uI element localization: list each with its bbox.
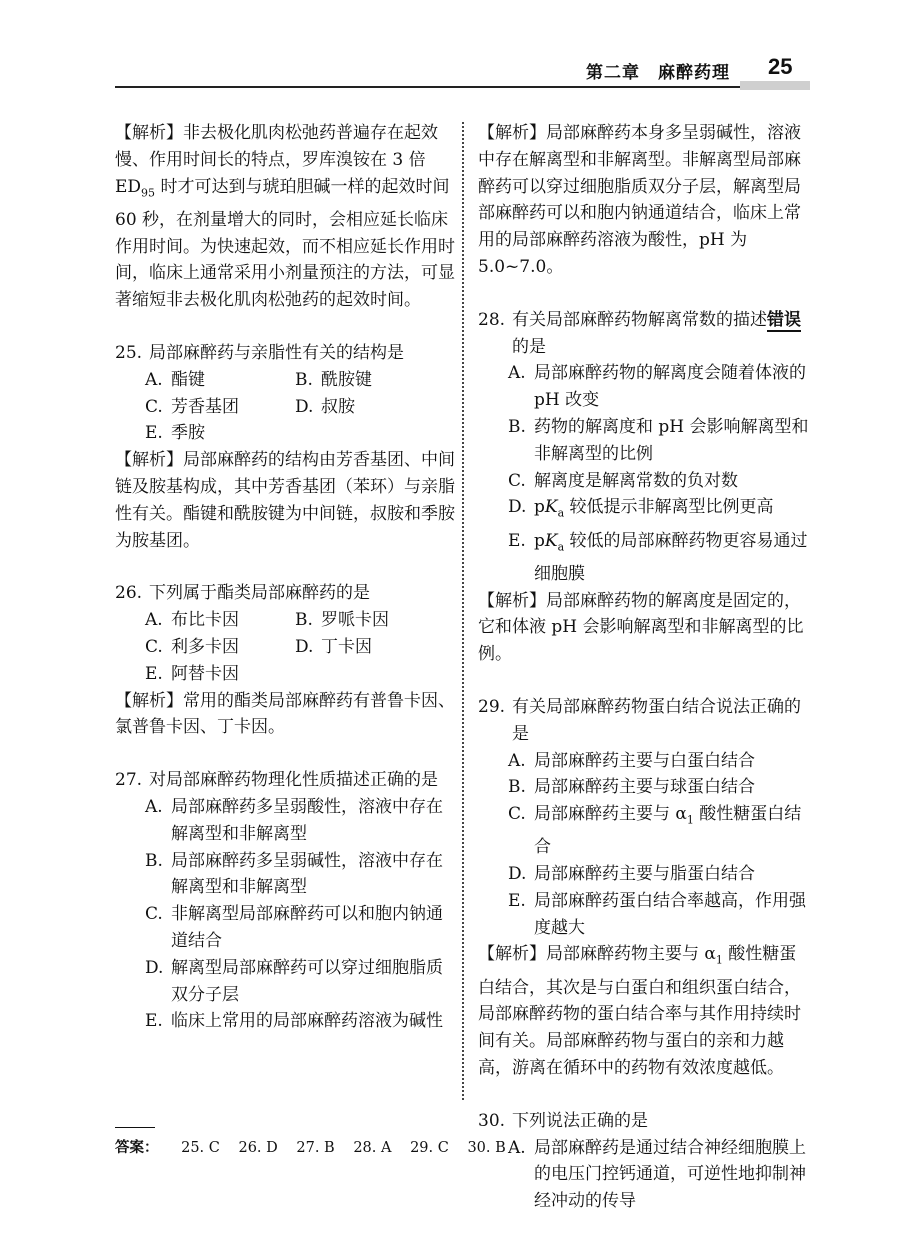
option-27-b: B. 局部麻醉药多呈弱碱性，溶液中存在解离型和非解离型	[145, 850, 443, 898]
option-29-d: D. 局部麻醉药主要与脂蛋白结合	[508, 864, 755, 885]
options-25-e: E. 季胺	[145, 423, 205, 444]
explanation-27: 【解析】局部麻醉药本身多呈弱碱性，溶液中存在解离型和非解离型。非解离型局部麻醉药可以穿过细胞脂质双分子层，解离型局部麻醉药可以和胞内钠通道结合，临床上常用的局部麻醉药溶液为酸性，pH 为 5.0~7.0。	[478, 123, 801, 277]
explanation-29: 【解析】局部麻醉药物主要与 $\alpha_1$ 酸性糖蛋白结合，其次是与白蛋白和组织蛋白结合，局部麻醉药物的蛋白结合率与其作用持续时间有关。局部麻醉药物与蛋白的亲和力越高，游离在循环中的药物有效浓度越低。	[478, 944, 801, 1079]
column-divider	[462, 122, 464, 1100]
answer-item: 27. B	[296, 1140, 335, 1156]
option-27-a: A. 局部麻醉药多呈弱酸性，溶液中存在解离型和非解离型	[145, 796, 443, 844]
option-28-d: D. $pK_a$ 较低提示非解离型比例更高	[508, 497, 774, 520]
question-29: 29. 有关局部麻醉药物蛋白结合说法正确的是	[478, 696, 801, 744]
explanation-28: 【解析】局部麻醉药物的解离度是固定的，它和体液 pH 会影响解离型和非解离型的比例。	[478, 590, 804, 665]
explanation-24: 【解析】非去极化肌肉松弛药普遍存在起效慢、作用时间长的特点，罗库溴铵在 3 倍$ED_{95}$ 时才可达到与琥珀胆碱一样的起效时间 60 秒，在剂量增大的同时，会相应延长临床作用时间。为快速起效，而不相应延长作用时间，临床上通常采用小剂量预注的方法，可显著缩短非去极化肌肉松弛药的起效时间。	[115, 123, 455, 311]
answer-item: 26. D	[238, 1140, 278, 1156]
footnote-rule	[115, 1127, 155, 1128]
options-26-ab: A. 布比卡因 B. 罗哌卡因	[145, 610, 389, 631]
option-27-c: C. 非解离型局部麻醉药可以和胞内钠通道结合	[145, 904, 443, 951]
options-25-ab: A. 酯键 B. 酰胺键	[145, 369, 372, 390]
question-26: 26. 下列属于酯类局部麻醉药的是	[115, 583, 370, 604]
right-column	[478, 120, 810, 1215]
option-27-d: D. 解离型局部麻醉药可以穿过细胞脂质双分子层	[145, 957, 443, 1005]
option-29-b: B. 局部麻醉药主要与球蛋白结合	[508, 777, 755, 798]
option-28-a: A. 局部麻醉药物的解离度会随着体液的 pH 改变	[508, 363, 806, 411]
explanation-26: 【解析】常用的酯类局部麻醉药有普鲁卡因、氯普鲁卡因、丁卡因。	[115, 690, 455, 738]
options-25-cd: C. 芳香基团 D. 叔胺	[145, 396, 355, 417]
options-26-cd: C. 利多卡因 D. 丁卡因	[145, 636, 372, 657]
answer-label: 答案：	[115, 1140, 159, 1156]
header-tab-bar	[740, 81, 810, 90]
page-header	[0, 0, 900, 100]
option-30-a: A. 局部麻醉药是通过结合神经细胞膜上的电压门控钙通道，可逆性地抑制神经冲动的传导	[508, 1137, 806, 1212]
option-29-c: C. 局部麻醉药主要与 $\alpha_1$ 酸性糖蛋白结合	[508, 804, 802, 858]
explanation-25: 【解析】局部麻醉药的结构由芳香基团、中间链及胺基构成，其中芳香基团（苯环）与亲脂性有关。酯键和酰胺键为中间链，叔胺和季胺为胺基团。	[115, 450, 455, 551]
options-26-e: E. 阿替卡因	[145, 663, 239, 684]
question-27: 27. 对局部麻醉药物理化性质描述正确的是	[115, 770, 438, 791]
answer-key	[115, 1136, 520, 1157]
question-30: 30. 下列说法正确的是	[478, 1110, 648, 1131]
answer-item: 28. A	[353, 1140, 392, 1156]
option-28-e: E. $pK_a$ 较低的局部麻醉药物更容易通过细胞膜	[508, 530, 808, 584]
option-29-e: E. 局部麻醉药蛋白结合率越高，作用强度越大	[508, 890, 806, 938]
option-28-c: C. 解离度是解离常数的负对数	[508, 470, 738, 491]
left-column	[115, 120, 455, 1035]
answer-item: 25. C	[181, 1140, 220, 1156]
question-28: 28. 有关局部麻醉药物解离常数的描述错误的是	[478, 309, 801, 357]
question-25: 25. 局部麻醉药与亲脂性有关的结构是	[115, 342, 404, 363]
answer-item: 30. B	[467, 1140, 506, 1156]
option-28-b: B. 药物的解离度和 pH 会影响解离型和非解离型的比例	[508, 416, 809, 464]
answer-item: 29. C	[410, 1140, 449, 1156]
page-number: 25	[768, 54, 793, 79]
option-27-e: E. 临床上常用的局部麻醉药溶液为碱性	[145, 1011, 443, 1032]
option-29-a: A. 局部麻醉药主要与白蛋白结合	[508, 750, 755, 771]
chapter-title: 第二章 麻醉药理	[586, 63, 730, 83]
emphasis-wrong: 错误	[767, 309, 801, 330]
header-rule	[115, 86, 740, 88]
